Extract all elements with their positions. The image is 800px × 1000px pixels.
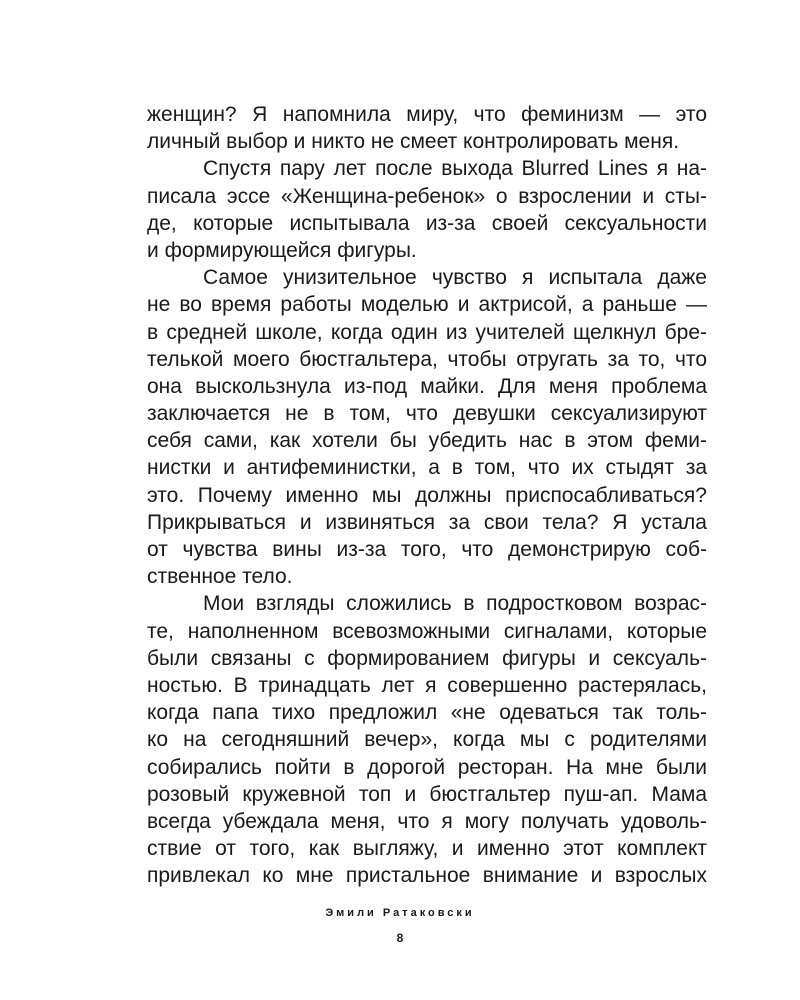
- text-line: ственное тело.: [147, 565, 293, 589]
- body-text: [147, 101, 707, 889]
- text-line: де, которые испытывала из-за своей сексуальности: [147, 211, 707, 235]
- text-line: нистки и антифеминистки, а в том, что их стыдят за: [147, 456, 707, 480]
- text-line: когда папа тихо предложил «не одеваться так толь-: [147, 701, 707, 725]
- text-line: в средней школе, когда один из учителей щелкнул бре-: [147, 320, 707, 344]
- text-line: себя сами, как хотели бы убедить нас в этом феми-: [147, 429, 707, 453]
- text-line: личный выбор и никто не смеет контролировать меня.: [147, 130, 680, 154]
- text-line: те, наполненном всевозможными сигналами, которые: [147, 619, 707, 643]
- text-line: привлекал ко мне пристальное внимание и взрослых: [147, 864, 707, 888]
- text-line: всегда убеждала меня, что я могу получать удоволь-: [147, 809, 707, 833]
- text-line: Самое унизительное чувство я испытала даже: [203, 266, 707, 290]
- text-line: Спустя пару лет после выхода Blurred Lines я на-: [203, 157, 707, 181]
- text-line: это. Почему именно мы должны приспосабливаться?: [147, 483, 707, 507]
- text-line: были связаны с формированием фигуры и сексуаль-: [147, 646, 707, 670]
- text-line: Мои взгляды сложились в подростковом возрас-: [203, 592, 707, 616]
- text-line: заключается не в том, что девушки сексуализируют: [147, 402, 707, 426]
- text-line: писала эссе «Женщина-ребенок» о взрослении и сты-: [147, 184, 707, 208]
- text-line: и формирующейся фигуры.: [147, 238, 417, 262]
- text-line: ко на сегодняшний вечер», когда мы с родителями: [147, 728, 707, 752]
- text-line: женщин? Я напомнила миру, что феминизм — это: [147, 103, 707, 126]
- text-line: телькой моего бюстгальтера, чтобы отругать за то, что: [147, 347, 707, 371]
- text-line: розовый кружевной топ и бюстгальтер пуш-ап. Мама: [147, 782, 707, 806]
- page-number: 8: [396, 931, 404, 945]
- text-line: ностью. В тринадцать лет я совершенно растерялась,: [147, 673, 707, 697]
- text-line: она выскользнула из-под майки. Для меня проблема: [147, 374, 707, 398]
- text-line: ствие от того, как выгляжу, и именно этот комплект: [147, 837, 707, 861]
- text-line: от чувства вины из-за того, что демонстрирую соб-: [147, 538, 707, 561]
- running-footer-author: Эмили Ратаковски: [325, 907, 475, 919]
- text-line: Прикрываться и извиняться за свои тела? Я устала: [147, 510, 707, 534]
- text-line: не во время работы моделью и актрисой, а раньше —: [147, 293, 707, 317]
- text-line: собирались пойти в дорогой ресторан. На мне были: [147, 755, 707, 779]
